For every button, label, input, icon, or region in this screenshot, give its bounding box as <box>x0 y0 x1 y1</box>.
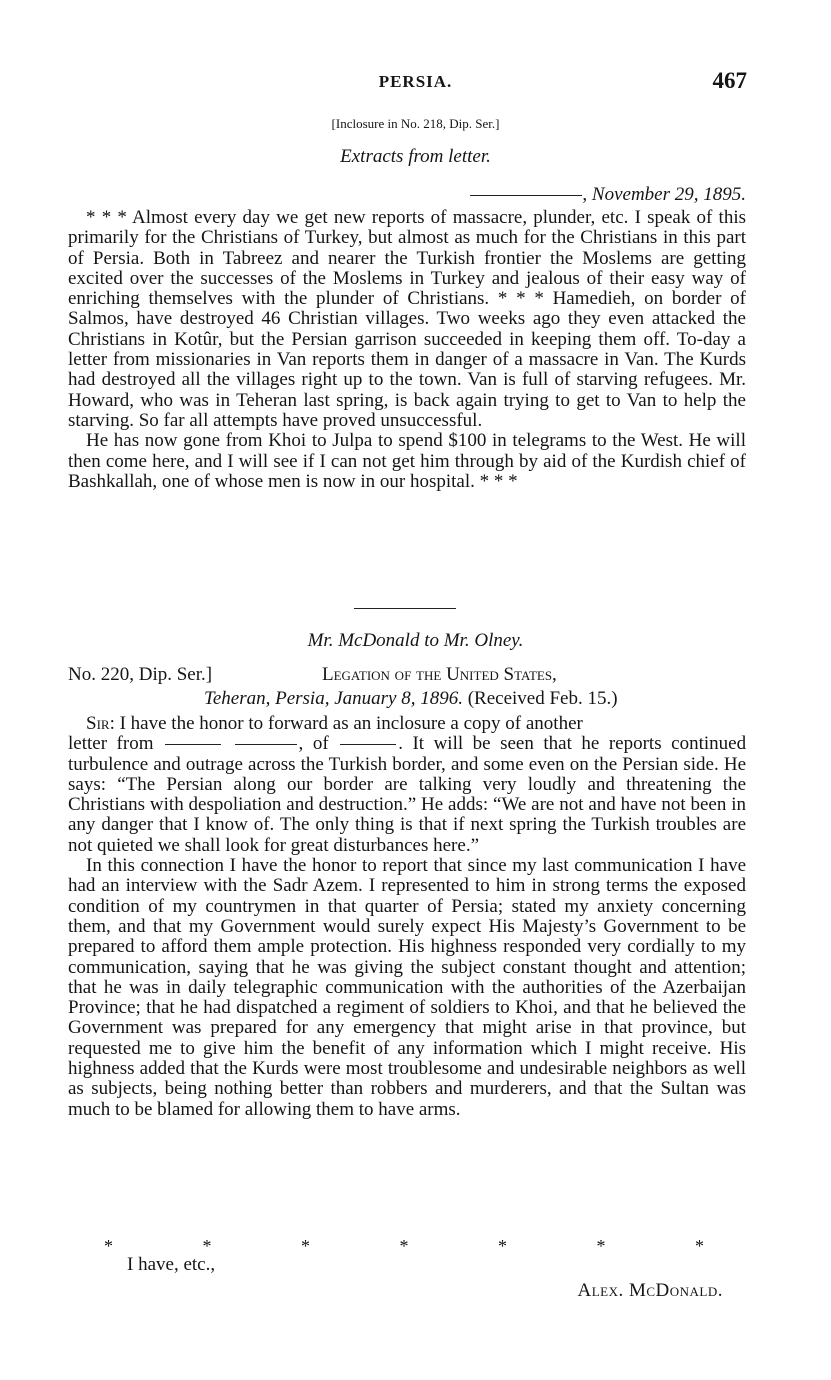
star: * <box>498 1236 507 1256</box>
letter-date: November 29, 1895. <box>591 184 746 205</box>
letter-paragraph-1: * * * Almost every day we get new reports of massacre, plunder, etc. I speak of this primarily for the Christians of Turkey, but almost as much for the Christians in this part of Persia. Both in Tabreez and nearer the Turkish frontier the Moslems are getting excited over the successes of the Moslems in Turkey and jealous of their easy way of enriching themselves with the plunder of Christians. * * * Hamedieh, on border of Salmos, have destroyed 46 Christian villages. Two weeks ago they even attacked the Christians in Kotûr, but the Persian garrison succeeded in keeping them off. To-day a letter from missionaries in Van reports them in danger of a massacre in Van. The Kurds had destroyed all the villages right up to the town. Van is full of starving refugees. Mr. Howard, who was in Teheran last spring, is back again trying to get to Van to help the starving. So far all attempts have proved unsuccessful. <box>68 207 746 431</box>
dateline-comma: , <box>582 184 588 205</box>
letter-body <box>68 208 746 492</box>
salutation: Sir: <box>86 713 115 734</box>
dispatch-para1-of: , of <box>298 733 329 755</box>
signature: Alex. McDonald. <box>577 1280 723 1301</box>
star: * <box>596 1236 606 1256</box>
closing-line: I have, etc., <box>127 1254 216 1275</box>
dispatch-para1-letter-from: letter from <box>68 733 154 755</box>
star: * <box>202 1236 212 1256</box>
dispatch-number: No. 220, Dip. Ser.] <box>68 664 213 685</box>
redacted-surname-blank <box>235 744 297 745</box>
legation-name: Legation of the United States, <box>322 664 557 685</box>
dispatch-title: Mr. McDonald to Mr. Olney. <box>307 630 524 651</box>
letter-paragraph-2: He has now gone from Khoi to Julpa to spend $100 in telegrams to the West. He will then come here, and I will see if I can not get him through by aid of the Kurdish chief of Bashkallah, one of whose men is now in our hospital. * * * <box>68 430 746 492</box>
star: * <box>104 1236 113 1256</box>
redacted-name-blank <box>165 744 221 745</box>
page-number: 467 <box>712 68 747 93</box>
star: * <box>301 1236 310 1256</box>
dispatch-header-line <box>68 664 746 686</box>
dispatch-received: (Received Feb. 15.) <box>467 688 618 709</box>
section-divider <box>354 608 456 609</box>
dispatch-place-date: Teheran, Persia, January 8, 1896. <box>204 688 463 709</box>
dispatch-body <box>68 714 746 1120</box>
extracts-title: Extracts from letter. <box>340 146 491 167</box>
inclosure-note: [Inclosure in No. 218, Dip. Ser.] <box>331 116 500 131</box>
letter-dateline <box>470 184 746 206</box>
dispatch-paragraph-1 <box>68 714 746 856</box>
dispatch-place-line <box>204 688 764 710</box>
redacted-place-blank <box>340 744 396 745</box>
dispatch-para1-reports: . It will be seen that he reports <box>398 733 662 755</box>
page-header <box>0 68 831 98</box>
star: * <box>695 1236 704 1256</box>
dispatch-paragraph-2: In this connection I have the honor to report that since my last communication I have had an interview with the Sadr Azem. I represented to him in strong terms the exposed condition of my countrymen in that quarter of Persia; stated my anxiety concerning them, and that my Government would surely expect His Majesty’s Government to be prepared to afford them ample protection. His highness responded very cordially to my communication, saying that he was giving the subject constant thought and attention; that he was in daily telegraphic communication with the authorities of the Azerbaijan Province; that he had dispatched a regiment of soldiers to Khoi, and that he believed the Government was prepared for any emergency that might arise in that province, but requested me to give him the benefit of any information which I might receive. His highness added that the Kurds were most troublesome and undesirable neighbors as well as subjects, being nothing better than robbers and murderers, and that the Sultan was much to be blamed for allowing them to have arms. <box>68 855 746 1120</box>
redacted-name-line <box>470 195 582 196</box>
running-title: PERSIA. <box>378 72 453 91</box>
star: * <box>399 1236 409 1256</box>
dispatch-para1-line1: I have the honor to forward as an inclosure a copy of another <box>119 713 583 734</box>
dispatch-para1-rest: continued turbulence and outrage across the Turkish border, and some even on the Persian side. He says: “The Persian along our border are talking very loudly and threatening the Christians with despoliation and destruction.” He adds: “We are not and have not been in any danger that I know of. The only thing is that if next spring the Turkish troubles are not quieted we shall look for great disturbances here.” <box>68 733 747 856</box>
